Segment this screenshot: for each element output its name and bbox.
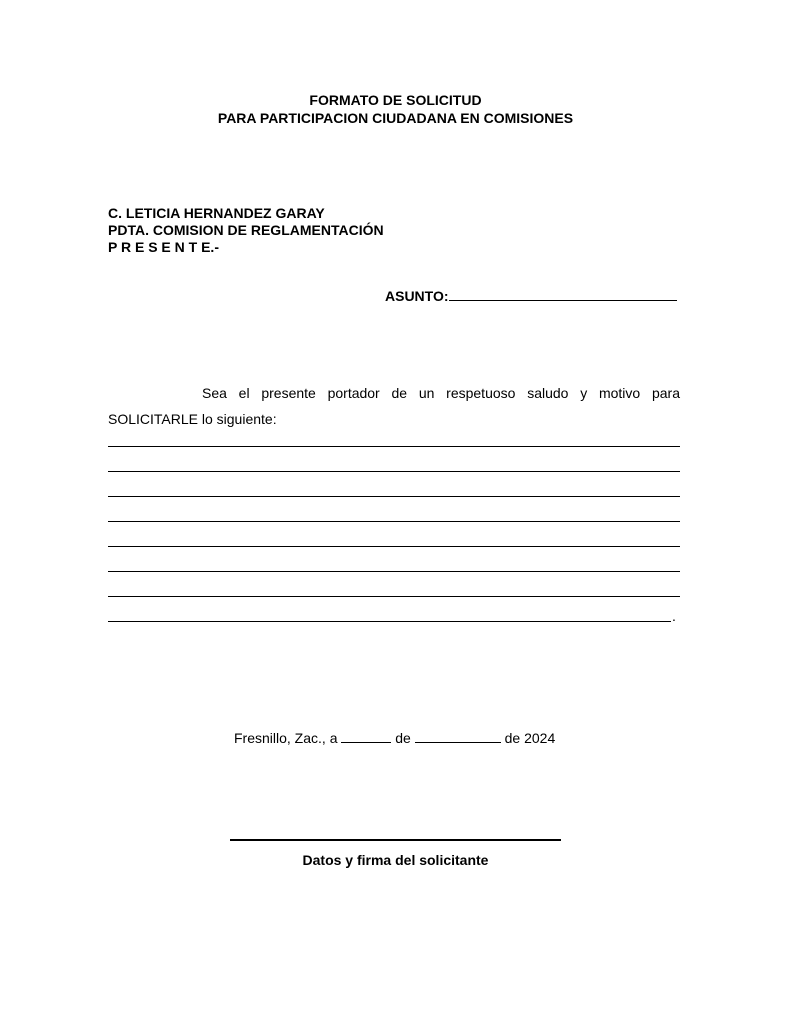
date-de-1: de — [395, 730, 411, 746]
signature-caption: Datos y firma del solicitante — [302, 852, 489, 868]
closing-period: . — [672, 608, 676, 624]
addressee-position: PDTA. COMISION DE REGLAMENTACIÓN — [108, 222, 384, 238]
date-prefix: Fresnillo, Zac., a — [234, 730, 338, 746]
request-blank-line — [108, 496, 680, 497]
intro-line-2: SOLICITARLE lo siguiente: — [108, 411, 277, 427]
subject-blank — [449, 288, 677, 301]
signature-line — [230, 839, 561, 841]
request-blank-line — [108, 571, 680, 572]
date-line — [234, 729, 555, 747]
request-blank-line — [108, 521, 680, 522]
date-year: 2024 — [524, 730, 556, 746]
title-line-2: PARA PARTICIPACION CIUDADANA EN COMISIONES — [217, 110, 574, 126]
subject-line — [385, 287, 677, 305]
day-blank — [341, 730, 391, 743]
month-blank — [415, 730, 501, 743]
presente-line: P R E S E N T E.- — [108, 239, 219, 255]
date-de-2: de — [504, 730, 521, 746]
request-blank-line — [108, 446, 680, 447]
subject-label: ASUNTO: — [385, 288, 449, 304]
request-blank-line — [108, 596, 680, 597]
request-blank-line — [108, 546, 680, 547]
title-line-1: FORMATO DE SOLICITUD — [309, 92, 482, 108]
addressee-name: C. LETICIA HERNANDEZ GARAY — [108, 205, 325, 221]
request-blank-line — [108, 471, 680, 472]
request-blank-line — [108, 621, 671, 622]
intro-line-1: Sea el presente portador de un respetuoso saludo y motivo para — [202, 385, 680, 401]
